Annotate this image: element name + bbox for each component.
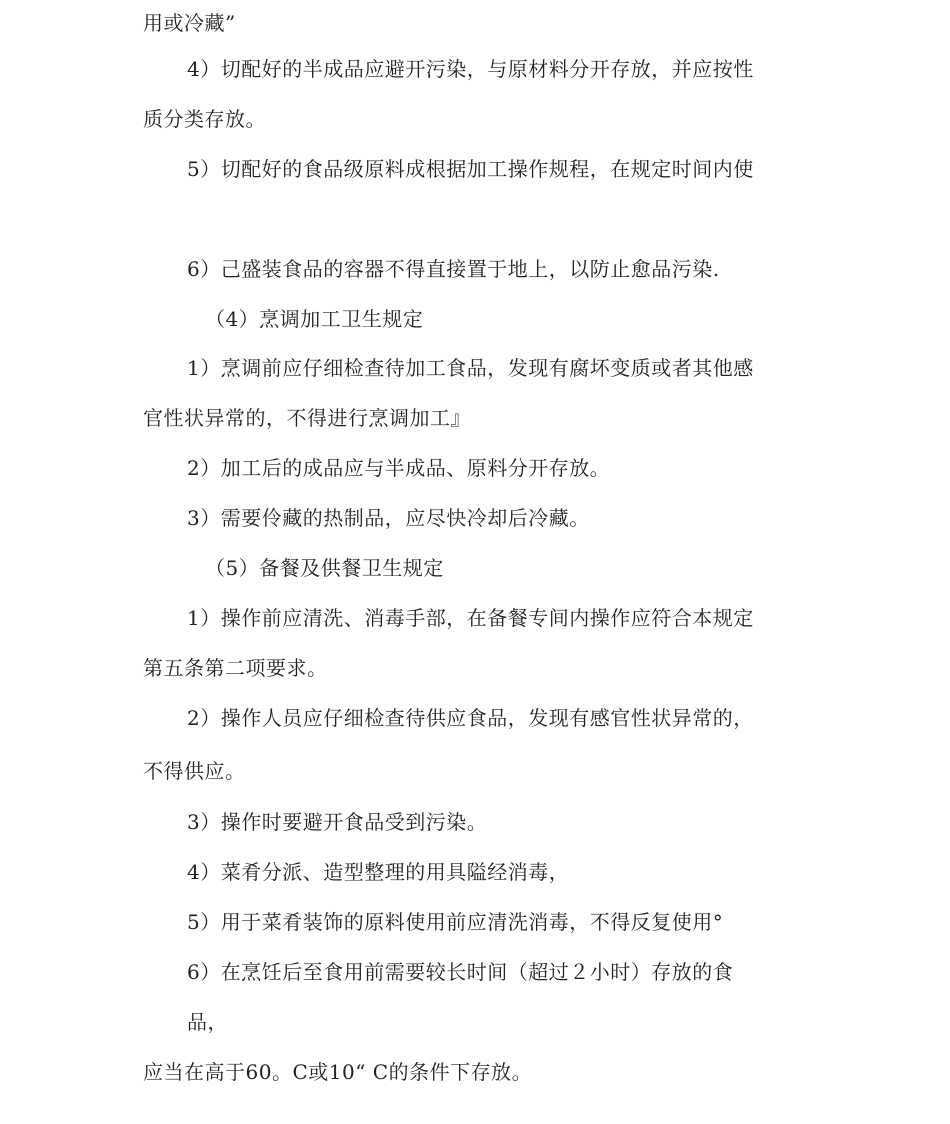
text-line: 不得供应。 xyxy=(143,759,246,783)
text-line: 3）操作时要避开食品受到污染。 xyxy=(187,810,488,834)
text-line: 应当在高于60。C或10“ C的条件下存放。 xyxy=(143,1060,533,1084)
text-line: 第五条第二项要求。 xyxy=(143,656,328,680)
text-line: 用或冷藏” xyxy=(143,11,236,35)
text-line: 1）操作前应清洗、消毒手部，在备餐专间内操作应符合本规定 xyxy=(187,606,754,630)
text-line: 6）在烹饪后至食用前需要较长时间（超过２小时）存放的食 xyxy=(187,960,734,984)
text-line: 6）己盛装食品的容器不得直接置于地上，以防止愈品污染. xyxy=(187,257,720,281)
text-line: 2）操作人员应仔细检查待供应食品，发现有感官性状异常的， xyxy=(187,706,754,730)
text-line: 5）切配好的食品级原料成根据加工操作规程，在规定时间内使 xyxy=(187,157,754,181)
text-line: 4）菜肴分派、造型整理的用具隘经消毒， xyxy=(187,860,570,884)
text-line: 质分类存放。 xyxy=(143,107,266,131)
text-line: 官性状异常的，不得进行烹调加工』 xyxy=(143,406,471,430)
text-line: 品， xyxy=(187,1010,228,1034)
text-line: 5）用于菜肴装饰的原料使用前应清洗消毒，不得反复使用° xyxy=(187,910,724,934)
section-heading: （5）备餐及供餐卫生规定 xyxy=(205,556,444,580)
section-heading: （4）烹调加工卫生规定 xyxy=(205,307,424,331)
text-line: 2）加工后的成品应与半成品、原料分开存放。 xyxy=(187,456,611,480)
text-line: 1）烹调前应仔细检查待加工食品，发现有腐坏变质或者其他感 xyxy=(187,356,754,380)
text-line: 4）切配好的半成品应避开污染，与原材料分开存放，并应按性 xyxy=(187,57,754,81)
text-line: 3）需要伶藏的热制品，应尽快冷却后冷藏。 xyxy=(187,506,590,530)
